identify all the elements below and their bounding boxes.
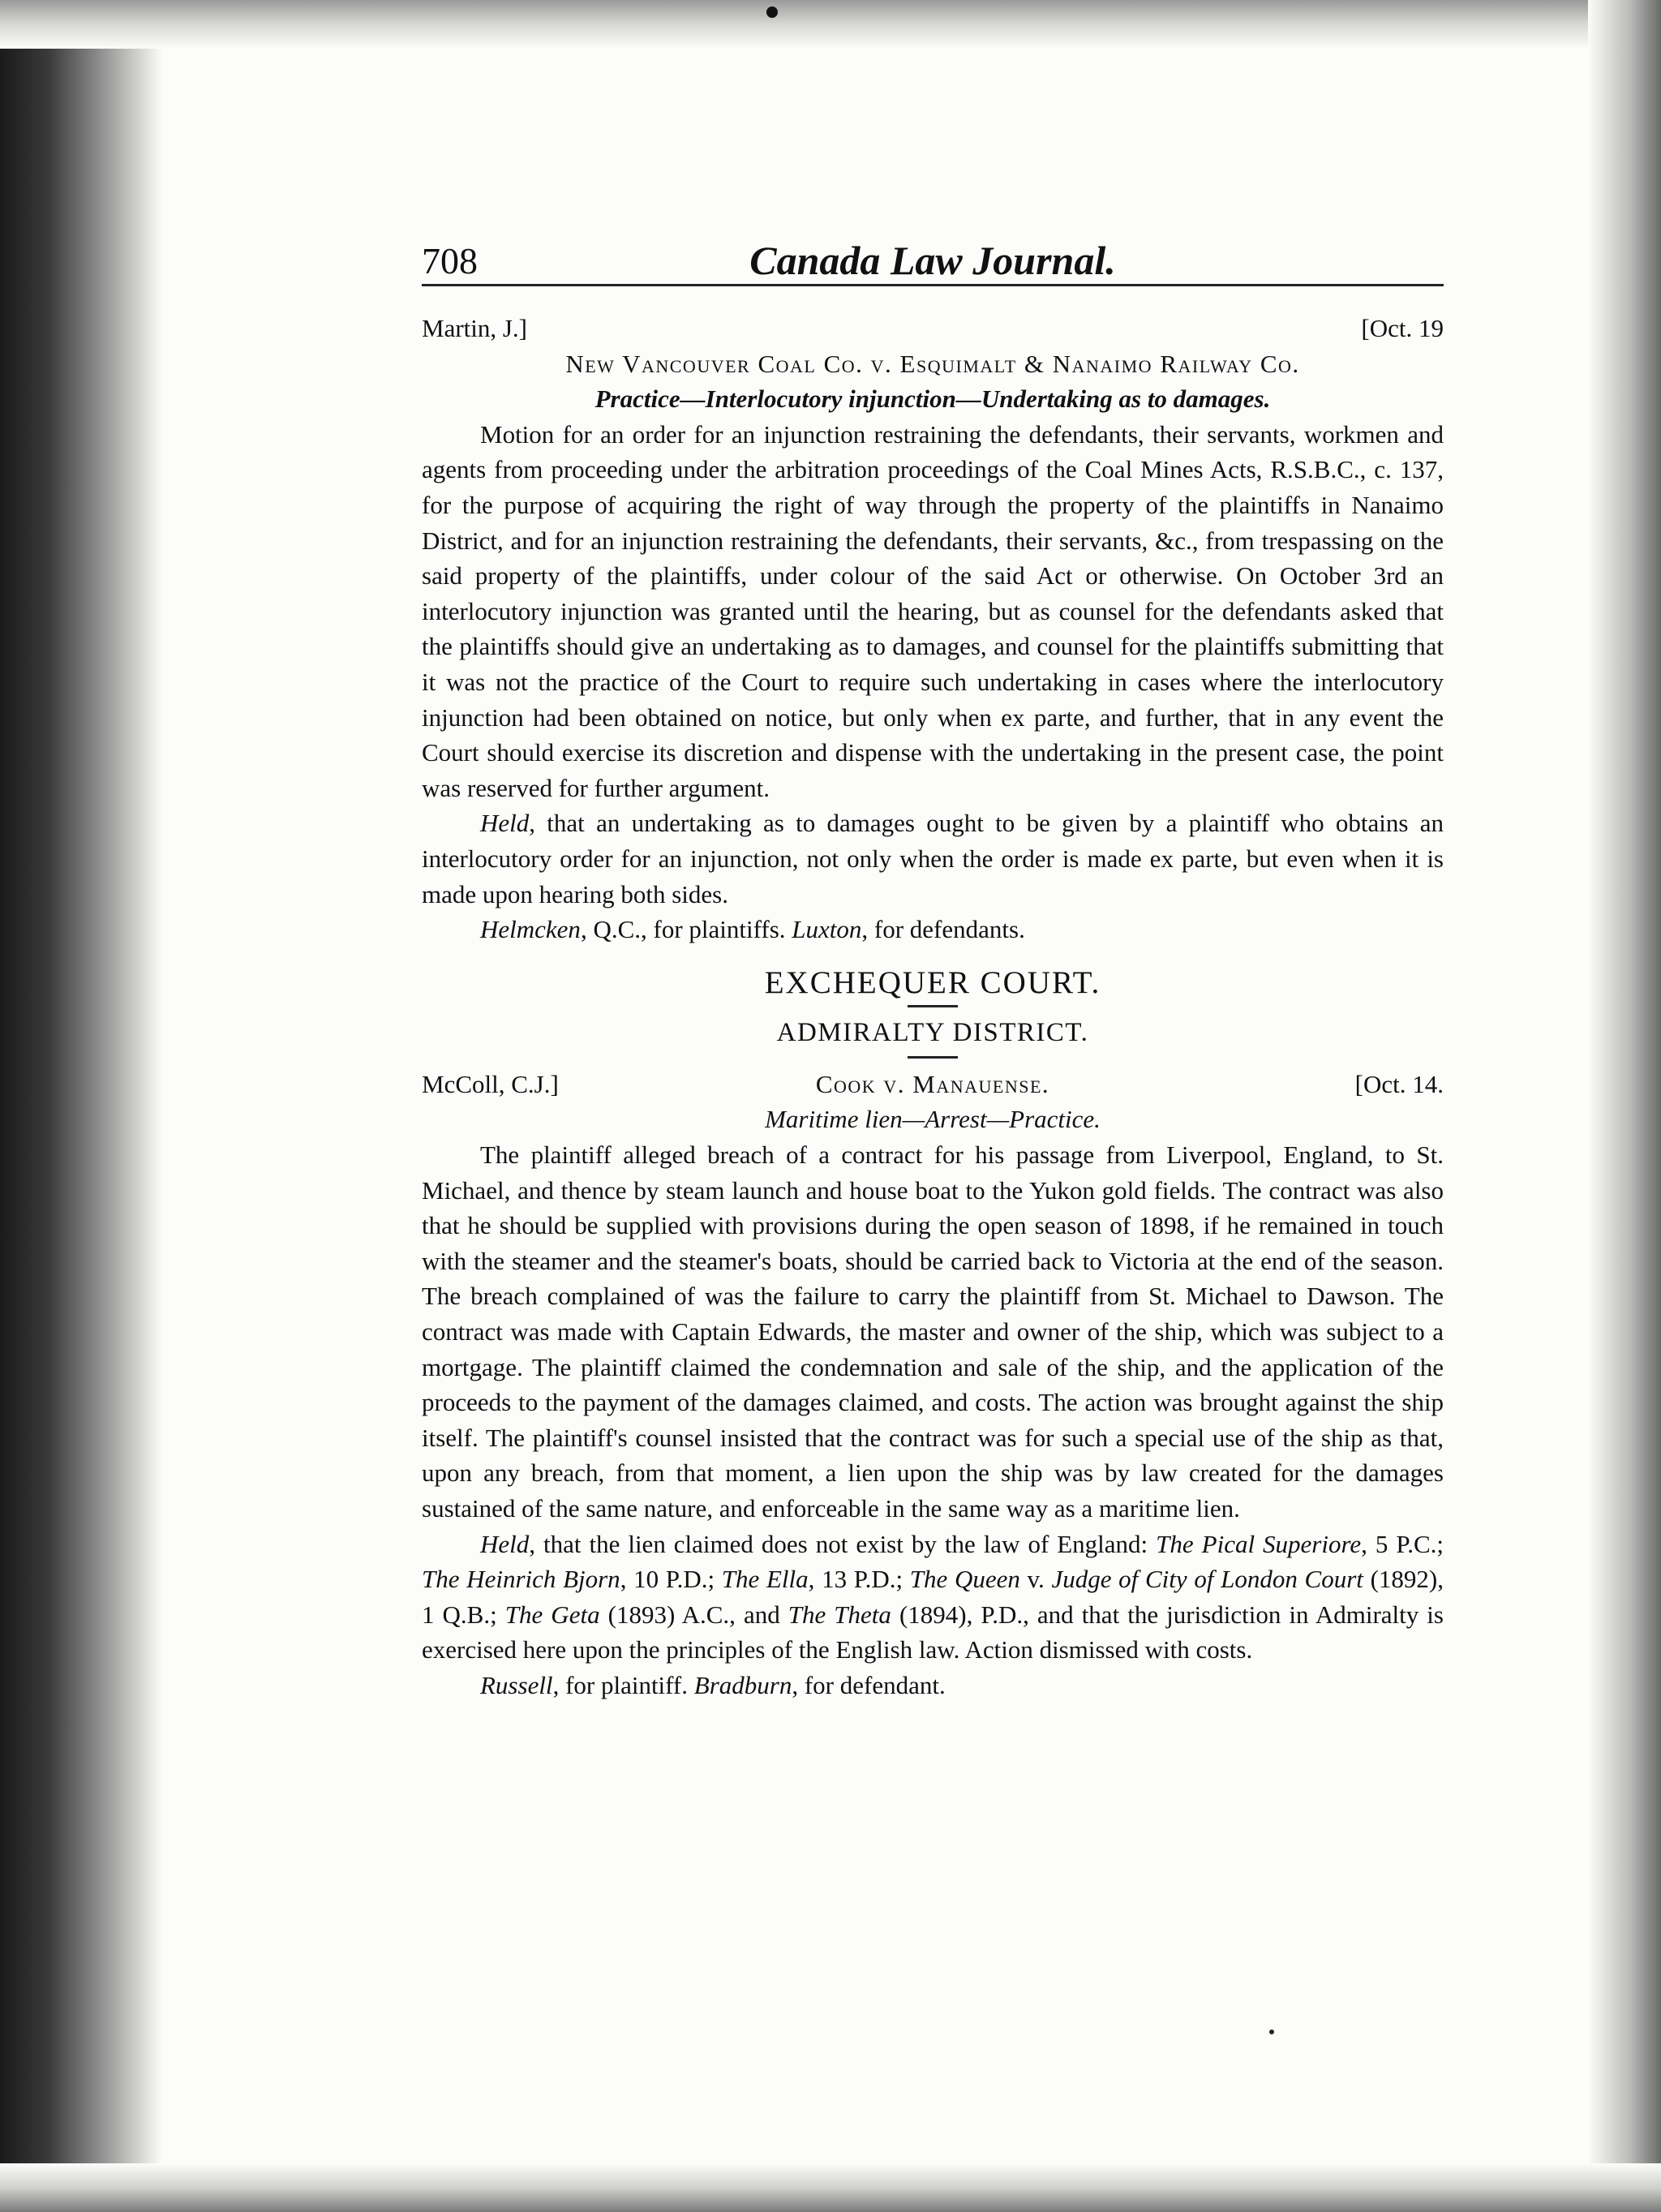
citation: The Queen [909,1565,1020,1594]
case-facts: Motion for an order for an injunction restraining the defendants, their servants, workmen and agents from proceeding under the arbitration proceedings of the Coal Mines Acts, R.S.B.C., c. 137, for the purpose of acquiring the right of way through the property of the plaintiffs in Nanaimo District, and for an injunction restraining the defendants, their servants, &c., from trespassing on the said property of the plaintiffs, under colour of the said Act or otherwise. On October 3rd an interlocutory injunction was granted until the hearing, but as counsel for the defendants asked that the plaintiffs should give an undertaking as to damages, and counsel for the plaintiffs submitting that it was not the practice of the Court to require such undertaking in cases where the interlocutory injunction had been obtained on notice, but only when ex parte, and further, that in any event the Court should exercise its discretion and dispense with the undertaking in the present case, the point was reserved for further argument. [422,419,1444,802]
held-text: , 13 P.D.; [808,1565,910,1594]
held-label: Held [480,1529,530,1558]
citation: The Pical Superiore [1156,1529,1362,1558]
court-heading: EXCHEQUER COURT. [764,964,1101,1000]
page-content [422,227,1444,1703]
case-section-1 [422,311,1444,947]
held-text: , 5 P.C.; [1361,1529,1444,1558]
district-heading: ADMIRALTY DISTRICT. [776,1018,1089,1048]
journal-title: Canada Law Journal. [749,238,1116,284]
judge-name: McColl, C.J.] [422,1069,559,1098]
defendant-counsel-role: , for defendant. [792,1670,946,1699]
citation: The Heinrich Bjorn [422,1565,620,1594]
plaintiff-counsel-role: , Q.C., for plaintiffs. [580,915,786,944]
binding-hole-mark [766,6,778,18]
citation: The Geta [504,1600,600,1629]
plaintiff-counsel-name: Russell [480,1670,553,1699]
decision-date: [Oct. 19 [1361,314,1444,342]
judge-name: Martin, J.] [422,314,528,342]
page-edge-top [0,0,1661,49]
case-section-2 [422,1067,1444,1703]
page-speck [1269,2029,1274,2034]
plaintiff-counsel-role: , for plaintiff. [552,1670,689,1699]
page-edge-right [1588,0,1661,2212]
case-title: New Vancouver Coal Co. v. Esquimalt & Nanaimo Railway Co. [565,349,1300,378]
counsel-line [422,1668,1444,1703]
defendant-counsel-role: , for defendants. [861,915,1025,944]
counsel-line [422,912,1444,947]
case-subject: Maritime lien—Arrest—Practice. [765,1105,1101,1134]
citation: Judge of City of London Court [1051,1565,1363,1594]
held-text: , that an undertaking as to damages ought to be given by a plaintiff who obtains an interlocutory order for an injunction, not only when the order is made ex parte, but even when it is made upon hearing both sides. [422,809,1444,908]
running-head [422,227,1444,286]
citation: The Ella [721,1565,809,1594]
citation: The Theta [788,1600,891,1629]
case-facts: The plaintiff alleged breach of a contract for his passage from Liverpool, England, to St. Michael, and thence by steam launch and house boat to the Yukon gold fields. The contract was also that he should be supplied with provisions during the open season of 1898, if he remained in touch with the steamer and the steamer's boats, should be carried back to Victoria at the end of the season. The breach complained of was the failure to carry the plaintiff from St. Michael to Dawson. The contract was made with Captain Edwards, the master and owner of the ship, which was subject to a mortgage. The plaintiff claimed the condemnation and sale of the ship, and the application of the proceeds to the payment of the damages claimed, and costs. The action was brought against the ship itself. The plaintiff's counsel insisted that the contract was for such a special use of the ship as that, upon any breach, from that moment, a lien upon the ship was by law created for the damages sustained of the same nature, and enforceable in the same way as a maritime lien. [422,1140,1444,1523]
case-held [422,1527,1444,1668]
held-text: (1892), 1 Q.B.; [422,1565,1444,1629]
held-label: Held [480,809,530,838]
held-text: (1894), P.D., and that the jurisdiction in Admiralty is exercised here upon the principles of the English law. Action dismissed with costs. [422,1600,1444,1664]
heading-rule [908,1056,958,1059]
case-held [422,805,1444,912]
case-subject: Practice—Interlocutory injunction—Undertaking as to damages. [594,384,1271,414]
page-edge-left [0,0,162,2212]
defendant-counsel-name: Bradburn [693,1670,792,1699]
case-title: Cook v. Manauense. [815,1069,1050,1098]
heading-rule [908,1005,958,1007]
judge-date-line [422,311,1444,346]
page-number: 708 [422,240,478,282]
judge-case-date-line [422,1067,1444,1102]
held-text: , that the lien claimed does not exist by the law of England: [529,1529,1157,1558]
page-edge-bottom [0,2163,1661,2212]
defendant-counsel-name: Luxton [792,915,862,944]
plaintiff-counsel-name: Helmcken [480,915,581,944]
held-text: (1893) A.C., and [599,1600,788,1629]
decision-date: [Oct. 14. [1354,1069,1444,1098]
held-text: , 10 P.D.; [620,1565,722,1594]
held-text: v. [1019,1565,1052,1594]
